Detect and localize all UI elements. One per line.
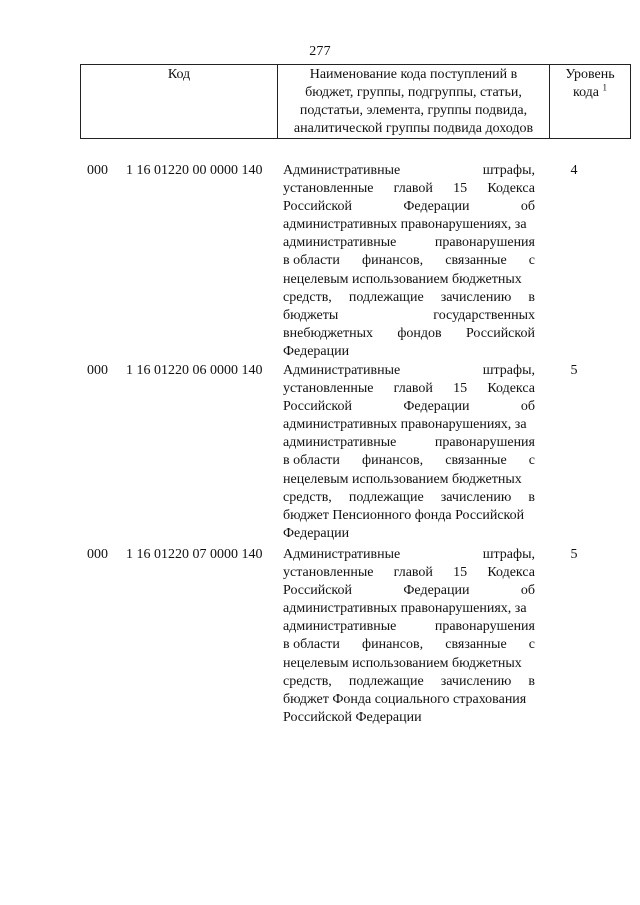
word: в (528, 289, 535, 305)
word: средств, (283, 289, 332, 305)
word: с (528, 453, 535, 469)
admin-code: 000 (87, 363, 108, 378)
word: средств, (283, 673, 332, 689)
word: административных правонарушениях, за (283, 217, 527, 233)
income-name-line (283, 434, 535, 452)
word: правонарушения (434, 435, 535, 451)
header-code-label: Код (167, 67, 191, 82)
word: об (520, 583, 535, 599)
admin-code: 000 (87, 547, 108, 562)
word: Кодекса (487, 381, 535, 397)
income-name-line (283, 162, 535, 180)
word: административные (283, 619, 397, 635)
word: в области (283, 637, 340, 653)
word: в области (283, 453, 340, 469)
word: Административные (283, 363, 401, 378)
income-name (283, 546, 535, 727)
word: Федерации (283, 343, 350, 359)
code-level: 5 (570, 547, 578, 562)
income-name-line (283, 416, 535, 434)
word: административных правонарушениях, за (283, 601, 527, 617)
word: финансов, (362, 253, 424, 269)
income-code: 1 16 01220 00 0000 140 (126, 163, 263, 178)
income-name-line (283, 582, 535, 600)
word: штрафы, (482, 547, 535, 562)
income-code: 1 16 01220 07 0000 140 (126, 547, 263, 562)
page-number: 277 (309, 44, 331, 59)
income-name-line (283, 180, 535, 198)
footnote-marker: 1 (602, 82, 608, 93)
income-name-line (283, 471, 535, 489)
word: главой (393, 381, 433, 397)
word: в (528, 673, 535, 689)
word: связанные (445, 253, 507, 269)
income-name-line (283, 198, 535, 216)
income-name (283, 162, 535, 361)
header-level (550, 65, 631, 139)
header-level-line2 (553, 84, 627, 102)
word: связанные (445, 453, 507, 469)
code-level: 5 (570, 363, 578, 378)
word: зачислению (440, 673, 512, 689)
admin-code: 000 (87, 163, 108, 178)
header-name-line: аналитической группы подвида доходов (293, 121, 534, 136)
word: Федерации (403, 199, 470, 215)
word: Административные (283, 163, 401, 178)
income-name-line (283, 271, 535, 289)
income-name-line (283, 489, 535, 507)
word: зачислению (440, 289, 512, 305)
table-header (80, 64, 631, 139)
word: об (520, 199, 535, 215)
word: штрафы, (482, 363, 535, 378)
word: главой (393, 181, 433, 197)
income-name-line (283, 307, 535, 325)
word: Федерации (403, 583, 470, 599)
income-name-line (283, 507, 535, 525)
word: в области (283, 253, 340, 269)
income-name-line (283, 655, 535, 673)
income-name-line (283, 564, 535, 582)
word: 15 (453, 181, 468, 197)
income-code: 1 16 01220 06 0000 140 (126, 363, 263, 378)
word: административные (283, 235, 397, 251)
income-name-line (283, 452, 535, 470)
word: правонарушения (434, 619, 535, 635)
header-name-line: подстатьи, элемента, группы подвида, (299, 103, 528, 118)
word: нецелевым использованием бюджетных (283, 471, 522, 487)
word: финансов, (362, 637, 424, 653)
code-level: 4 (570, 163, 578, 178)
word: административных правонарушениях, за (283, 417, 527, 433)
header-level-line1: Уровень (565, 67, 615, 82)
income-name-line (283, 673, 535, 691)
word: правонарушения (434, 235, 535, 251)
word: в (528, 489, 535, 505)
income-name-line (283, 343, 535, 361)
word: нецелевым использованием бюджетных (283, 271, 522, 287)
word: подлежащие (348, 289, 424, 305)
word: штрафы, (482, 163, 535, 178)
income-name-line (283, 362, 535, 380)
word: главой (393, 565, 433, 581)
word: государственных (433, 307, 535, 323)
word: Федерации (283, 525, 350, 541)
word: Российской Федерации (283, 709, 422, 725)
word: Кодекса (487, 565, 535, 581)
word: Российской (465, 325, 535, 341)
word: установленные (283, 381, 374, 397)
word: бюджеты (283, 307, 339, 323)
word: бюджет Фонда социального страхования (283, 691, 527, 707)
word: Российской (283, 583, 352, 599)
word: внебюджетных (283, 325, 374, 341)
header-code (81, 65, 278, 139)
word: Российской (283, 199, 352, 215)
header-name (278, 65, 550, 139)
word: об (520, 399, 535, 415)
income-name-line (283, 325, 535, 343)
income-name-line (283, 709, 535, 727)
income-name-line (283, 289, 535, 307)
word: подлежащие (348, 489, 424, 505)
word: с (528, 253, 535, 269)
header-name-line: бюджет, группы, подгруппы, статьи, (305, 85, 522, 100)
income-name-line (283, 380, 535, 398)
income-name-line (283, 216, 535, 234)
word: установленные (283, 181, 374, 197)
word: бюджет Пенсионного фонда Российской (283, 507, 525, 523)
income-name-line (283, 691, 535, 709)
income-name-line (283, 600, 535, 618)
word: средств, (283, 489, 332, 505)
income-name-line (283, 234, 535, 252)
word: нецелевым использованием бюджетных (283, 655, 522, 671)
header-level-label: кода (572, 85, 600, 100)
word: Административные (283, 547, 401, 562)
income-name-line (283, 398, 535, 416)
word: подлежащие (348, 673, 424, 689)
word: связанные (445, 637, 507, 653)
income-name-line (283, 618, 535, 636)
income-name-line (283, 546, 535, 564)
word: 15 (453, 381, 468, 397)
income-name-line (283, 252, 535, 270)
word: административные (283, 435, 397, 451)
income-name-line (283, 636, 535, 654)
income-name-line (283, 525, 535, 543)
word: зачислению (440, 489, 512, 505)
word: Федерации (403, 399, 470, 415)
income-name (283, 362, 535, 543)
word: Кодекса (487, 181, 535, 197)
word: с (528, 637, 535, 653)
word: 15 (453, 565, 468, 581)
word: установленные (283, 565, 374, 581)
word: фондов (397, 325, 442, 341)
word: финансов, (362, 453, 424, 469)
header-name-line: Наименование кода поступлений в (309, 67, 518, 82)
word: Российской (283, 399, 352, 415)
